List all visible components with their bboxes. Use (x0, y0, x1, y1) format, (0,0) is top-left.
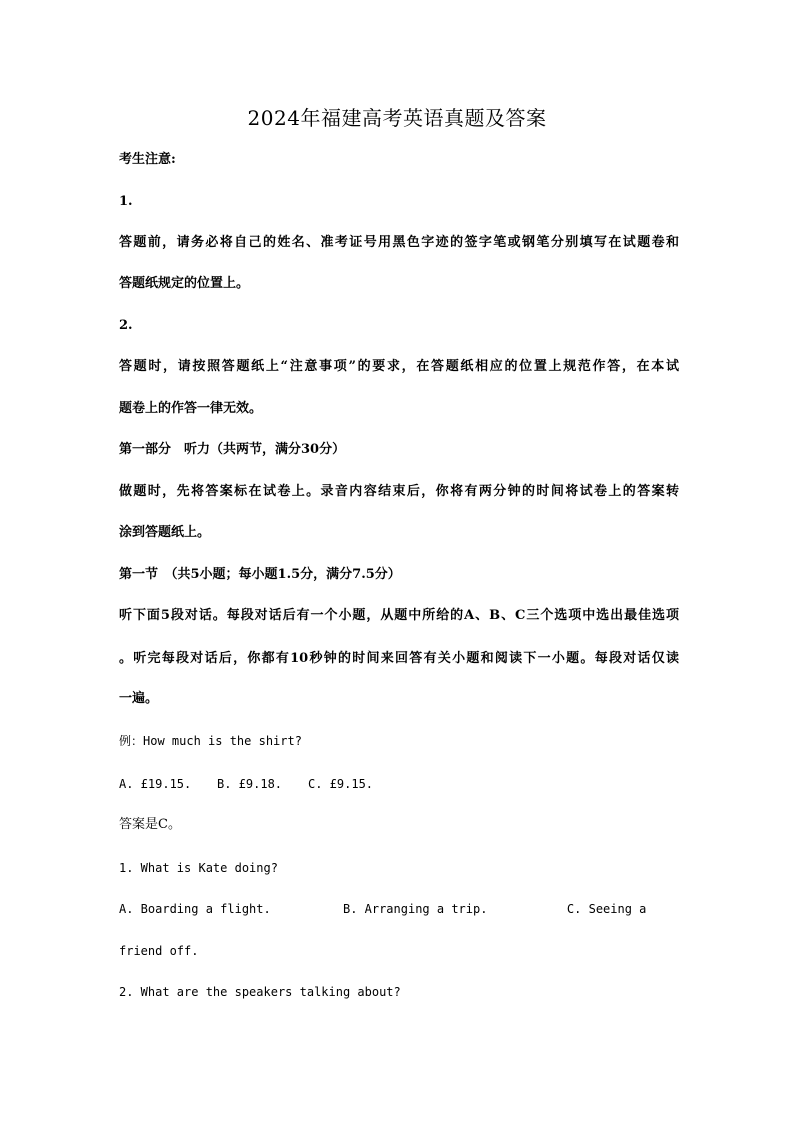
part1-intro-line-2: 涂到答题纸上。 (119, 525, 211, 540)
example-option-c: C. £9.15. (308, 777, 374, 791)
question-1-options-line-1: A. Boarding a flight. B. Arranging a trip. C. Seeing a (119, 902, 647, 916)
example-question: 例：How much is the shirt? (119, 734, 302, 748)
notice-item-1-number: 1. (119, 194, 133, 209)
notice-item-2-line-2: 题卷上的作答一律无效。 (119, 401, 263, 416)
question-1-options-line-2: friend off. (119, 944, 199, 958)
notice-item-1-line-2: 答题纸规定的位置上。 (119, 276, 250, 291)
notice-item-2-number: 2. (119, 318, 133, 333)
example-answer: 答案是C。 (119, 817, 181, 832)
question-2: 2. What are the speakers talking about? (119, 985, 401, 999)
notice-item-2-line-1: 答题时，请按照答题纸上“注意事项”的要求，在答题纸相应的位置上规范作答，在本试 (119, 359, 679, 374)
section1-intro-line-2: 。听完每段对话后，你都有10秒钟的时间来回答有关小题和阅读下一小题。每段对话仅读 (119, 651, 679, 666)
part1-intro-line-1: 做题时，先将答案标在试卷上。录音内容结束后，你将有两分钟的时间将试卷上的答案转 (119, 484, 679, 499)
example-options (119, 775, 679, 793)
example-option-b: B. £9.18. (217, 777, 283, 791)
notice-heading: 考生注意: (119, 152, 176, 167)
section1-heading: 第一节 （共5小题；每小题1.5分，满分7.5分） (119, 567, 401, 582)
example-option-a: A. £19.15. (119, 777, 192, 791)
part1-heading: 第一部分 听力（共两节，满分30分） (119, 442, 346, 457)
section1-intro-line-3: 一遍。 (119, 691, 159, 706)
page-title: 2024年福建高考英语真题及答案 (247, 106, 547, 130)
section1-intro-line-1: 听下面5段对话。每段对话后有一个小题，从题中所给的A、B、C三个选项中选出最佳选项 (119, 608, 679, 623)
question-1: 1. What is Kate doing? (119, 861, 278, 875)
notice-item-1-line-1: 答题前，请务必将自己的姓名、准考证号用黑色字迹的签字笔或钢笔分别填写在试题卷和 (119, 235, 679, 250)
